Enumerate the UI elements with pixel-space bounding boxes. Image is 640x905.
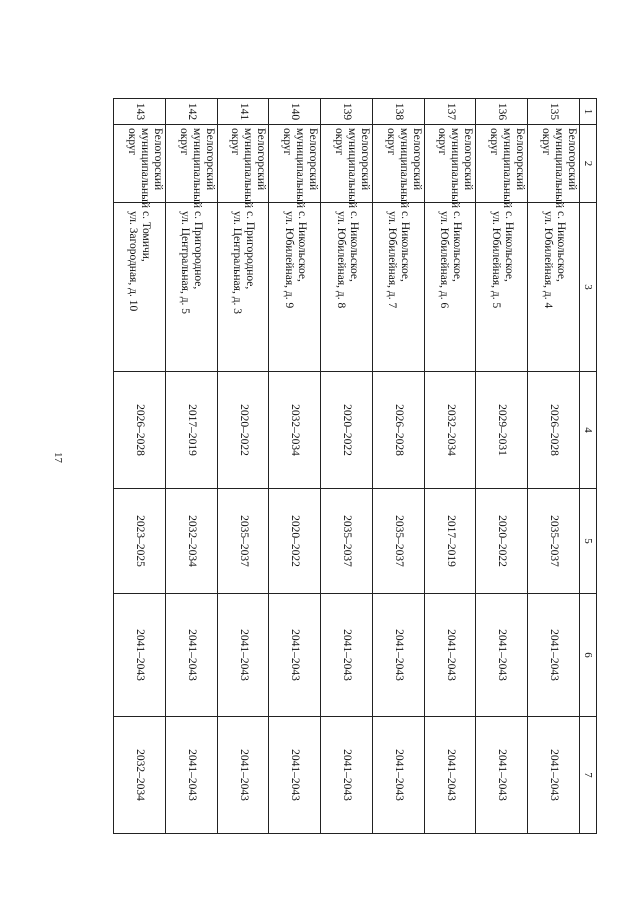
address-locality: с. Пригородное, <box>192 211 205 290</box>
row-number: 138 <box>372 99 424 125</box>
address-locality: с. Никольское, <box>295 211 308 282</box>
row-number: 139 <box>321 99 373 125</box>
table-row <box>114 99 166 834</box>
period-col4: 2026–2028 <box>114 372 166 489</box>
row-number: 140 <box>269 99 321 125</box>
table-row <box>269 99 321 834</box>
period-col5: 2035–2037 <box>528 489 580 594</box>
period-col5: 2035–2037 <box>372 489 424 594</box>
period-col7: 2041–2043 <box>372 717 424 834</box>
period-col7: 2041–2043 <box>476 717 528 834</box>
table-row <box>372 99 424 834</box>
address-cell <box>321 203 373 372</box>
column-header-2: 2 <box>580 125 597 203</box>
period-col7: 2032–2034 <box>114 717 166 834</box>
municipality-cell: Белогорский муниципальный округ <box>217 125 269 203</box>
period-col7: 2041–2043 <box>217 717 269 834</box>
column-number-row <box>580 99 597 834</box>
period-col6: 2041–2043 <box>424 594 476 717</box>
period-col6: 2041–2043 <box>217 594 269 717</box>
period-col6: 2041–2043 <box>528 594 580 717</box>
rotated-table-container <box>113 98 597 833</box>
period-col5: 2035–2037 <box>321 489 373 594</box>
municipality-cell: Белогорский муниципальный округ <box>114 125 166 203</box>
address-cell <box>372 203 424 372</box>
row-number: 143 <box>114 99 166 125</box>
period-col5: 2023–2025 <box>114 489 166 594</box>
address-street: ул. Юбилейная, д. 6 <box>438 211 451 309</box>
period-col6: 2041–2043 <box>372 594 424 717</box>
column-header-7: 7 <box>580 717 597 834</box>
period-col4: 2026–2028 <box>372 372 424 489</box>
period-col5: 2020–2022 <box>269 489 321 594</box>
municipality-cell: Белогорский муниципальный округ <box>528 125 580 203</box>
address-street: ул. Юбилейная, д. 7 <box>386 211 399 309</box>
column-header-5: 5 <box>580 489 597 594</box>
table-row <box>424 99 476 834</box>
address-locality: с. Пригородное, <box>244 211 257 290</box>
period-col4: 2017–2019 <box>165 372 217 489</box>
period-col5: 2032–2034 <box>165 489 217 594</box>
row-number: 135 <box>528 99 580 125</box>
address-locality: с. Никольское, <box>502 211 515 282</box>
address-locality: с. Никольское, <box>554 211 567 282</box>
municipality-cell: Белогорский муниципальный округ <box>424 125 476 203</box>
column-header-6: 6 <box>580 594 597 717</box>
period-col6: 2041–2043 <box>476 594 528 717</box>
address-cell <box>424 203 476 372</box>
address-street: ул. Юбилейная, д. 5 <box>489 211 502 309</box>
address-cell <box>476 203 528 372</box>
municipality-cell: Белогорский муниципальный округ <box>269 125 321 203</box>
address-cell <box>114 203 166 372</box>
period-col4: 2032–2034 <box>269 372 321 489</box>
address-locality: с. Никольское, <box>347 211 360 282</box>
period-col5: 2020–2022 <box>476 489 528 594</box>
period-col7: 2041–2043 <box>165 717 217 834</box>
table-row <box>217 99 269 834</box>
address-street: ул. Загородная, д. 10 <box>127 211 140 312</box>
row-number: 137 <box>424 99 476 125</box>
row-number: 142 <box>165 99 217 125</box>
address-street: ул. Юбилейная, д. 8 <box>334 211 347 309</box>
column-header-4: 4 <box>580 372 597 489</box>
municipality-cell: Белогорский муниципальный округ <box>372 125 424 203</box>
row-number: 141 <box>217 99 269 125</box>
period-col4: 2029–2031 <box>476 372 528 489</box>
table-body <box>114 99 597 834</box>
period-col6: 2041–2043 <box>321 594 373 717</box>
address-cell <box>217 203 269 372</box>
period-col7: 2041–2043 <box>424 717 476 834</box>
column-header-1: 1 <box>580 99 597 125</box>
period-col4: 2020–2022 <box>217 372 269 489</box>
period-col7: 2041–2043 <box>269 717 321 834</box>
period-col4: 2020–2022 <box>321 372 373 489</box>
row-number: 136 <box>476 99 528 125</box>
address-locality: с. Томичи, <box>140 211 153 262</box>
period-col7: 2041–2043 <box>528 717 580 834</box>
housing-schedule-table <box>113 98 597 834</box>
period-col6: 2041–2043 <box>165 594 217 717</box>
address-cell <box>528 203 580 372</box>
period-col5: 2035–2037 <box>217 489 269 594</box>
period-col4: 2026–2028 <box>528 372 580 489</box>
period-col5: 2017–2019 <box>424 489 476 594</box>
address-street: ул. Центральная, д. 5 <box>179 211 192 315</box>
column-header-3: 3 <box>580 203 597 372</box>
period-col7: 2041–2043 <box>321 717 373 834</box>
table-row <box>476 99 528 834</box>
period-col6: 2041–2043 <box>269 594 321 717</box>
address-locality: с. Никольское, <box>399 211 412 282</box>
address-cell <box>165 203 217 372</box>
page-number: 17 <box>52 452 64 463</box>
table-row <box>165 99 217 834</box>
address-street: ул. Центральная, д. 3 <box>231 211 244 315</box>
address-locality: с. Никольское, <box>451 211 464 282</box>
address-street: ул. Юбилейная, д. 4 <box>541 211 554 309</box>
municipality-cell: Белогорский муниципальный округ <box>476 125 528 203</box>
municipality-cell: Белогорский муниципальный округ <box>165 125 217 203</box>
period-col4: 2032–2034 <box>424 372 476 489</box>
table-row <box>321 99 373 834</box>
municipality-cell: Белогорский муниципальный округ <box>321 125 373 203</box>
table-row <box>528 99 580 834</box>
period-col6: 2041–2043 <box>114 594 166 717</box>
address-cell <box>269 203 321 372</box>
address-street: ул. Юбилейная, д. 9 <box>282 211 295 309</box>
